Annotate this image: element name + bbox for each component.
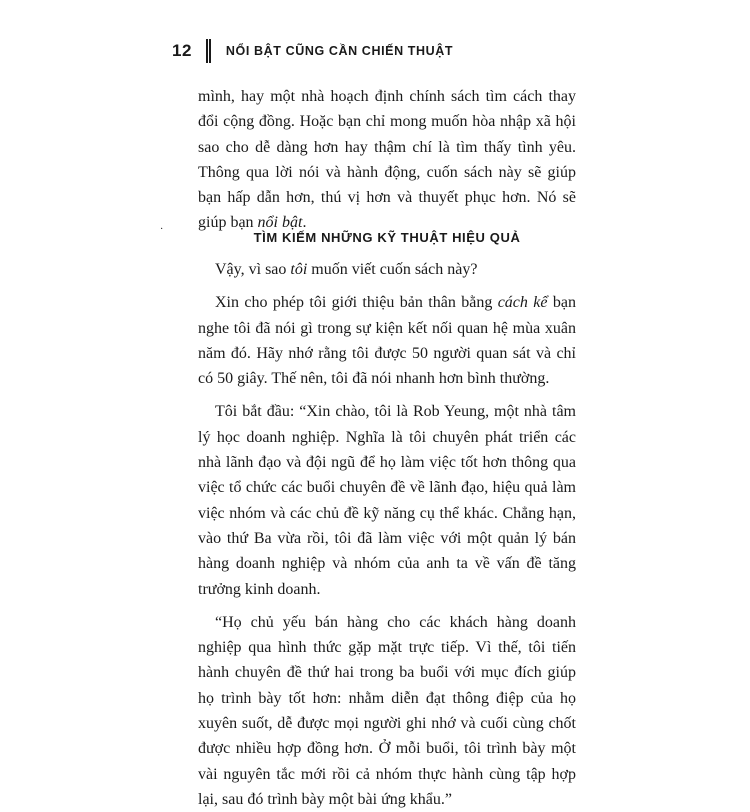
para-1-emphasis: tôi xyxy=(290,261,308,278)
page-number: 12 xyxy=(172,41,192,60)
intro-paragraph xyxy=(198,84,576,236)
intro-text-part-2: . xyxy=(302,214,307,232)
intro-emphasis: nổi bật xyxy=(257,214,303,232)
section-paragraph-3: Tôi bắt đầu: “Xin chào, tôi là Rob Yeung, một nhà tâm lý học doanh nghiệp. Nghĩa là tôi chuyên phát triển các nhà lãnh đạo và đội ngũ để họ làm việc tốt hơn thông qua việc tổ chức các buổi chuyên đề về lãnh đạo, hiệu quả làm việc nhóm và các chủ đề kỹ năng cụ thể khác. Chẳng hạn, vào thứ Ba vừa rồi, tôi đã làm việc với một quản lý bán hàng doanh nghiệp và nhóm của anh ta về vấn đề tăng trưởng kinh doanh. xyxy=(198,403,576,598)
header-double-rule xyxy=(206,39,211,63)
margin-dot: · xyxy=(160,224,164,235)
para-2-part-2: bạn nghe tôi đã nói gì trong sự kiện kết nối quan hệ mùa xuân năm đó. Hãy nhớ rằng tôi được 50 người quan sát và chỉ có 50 giây. Thế nên, tôi đã nói nhanh hơn bình thường. xyxy=(198,294,576,388)
para-1-part-1: Vậy, vì sao xyxy=(215,261,291,278)
section-paragraph-1 xyxy=(198,257,576,282)
para-2-part-1: Xin cho phép tôi giới thiệu bản thân bằng xyxy=(215,294,498,312)
section-paragraph-4: “Họ chủ yếu bán hàng cho các khách hàng doanh nghiệp qua hình thức gặp mặt trực tiếp. Vì thế, tôi tiến hành chuyên đề thứ hai trong ba buổi với mục đích giúp họ trình bày tốt hơn: nhằm diễn đạt thông điệp của họ xuyên suốt, dễ được mọi người ghi nhớ và cuối cùng chốt được nhiều hợp đồng hơn. Ở mỗi buổi, tôi trình bày một vài nguyên tắc mới rồi cả nhóm thực hành cùng tập hợp lại, sau đó trình bày một bài ứng khẩu.” xyxy=(198,613,576,808)
para-1-part-2: muốn viết cuốn sách này? xyxy=(307,261,478,278)
section-paragraph-2 xyxy=(198,290,576,391)
running-head xyxy=(172,38,453,64)
intro-text xyxy=(198,84,576,236)
section-text xyxy=(198,257,576,812)
chapter-title: NỔI BẬT CŨNG CẦN CHIẾN THUẬT xyxy=(225,44,454,58)
section-heading: TÌM KIẾM NHỮNG KỸ THUẬT HIỆU QUẢ xyxy=(253,230,521,245)
para-2-emphasis: cách kể xyxy=(497,294,548,312)
intro-text-part-1: mình, hay một nhà hoạch định chính sách tìm cách thay đổi cộng đồng. Hoặc bạn chỉ mong muốn hòa nhập xã hội sao cho dễ dàng hơn hay thậm chí là tìm thấy tình yêu. Thông qua lời nói và hành động, cuốn sách này sẽ giúp bạn hấp dẫn hơn, thú vị hơn và thuyết phục hơn. Nó sẽ giúp bạn xyxy=(198,88,576,232)
